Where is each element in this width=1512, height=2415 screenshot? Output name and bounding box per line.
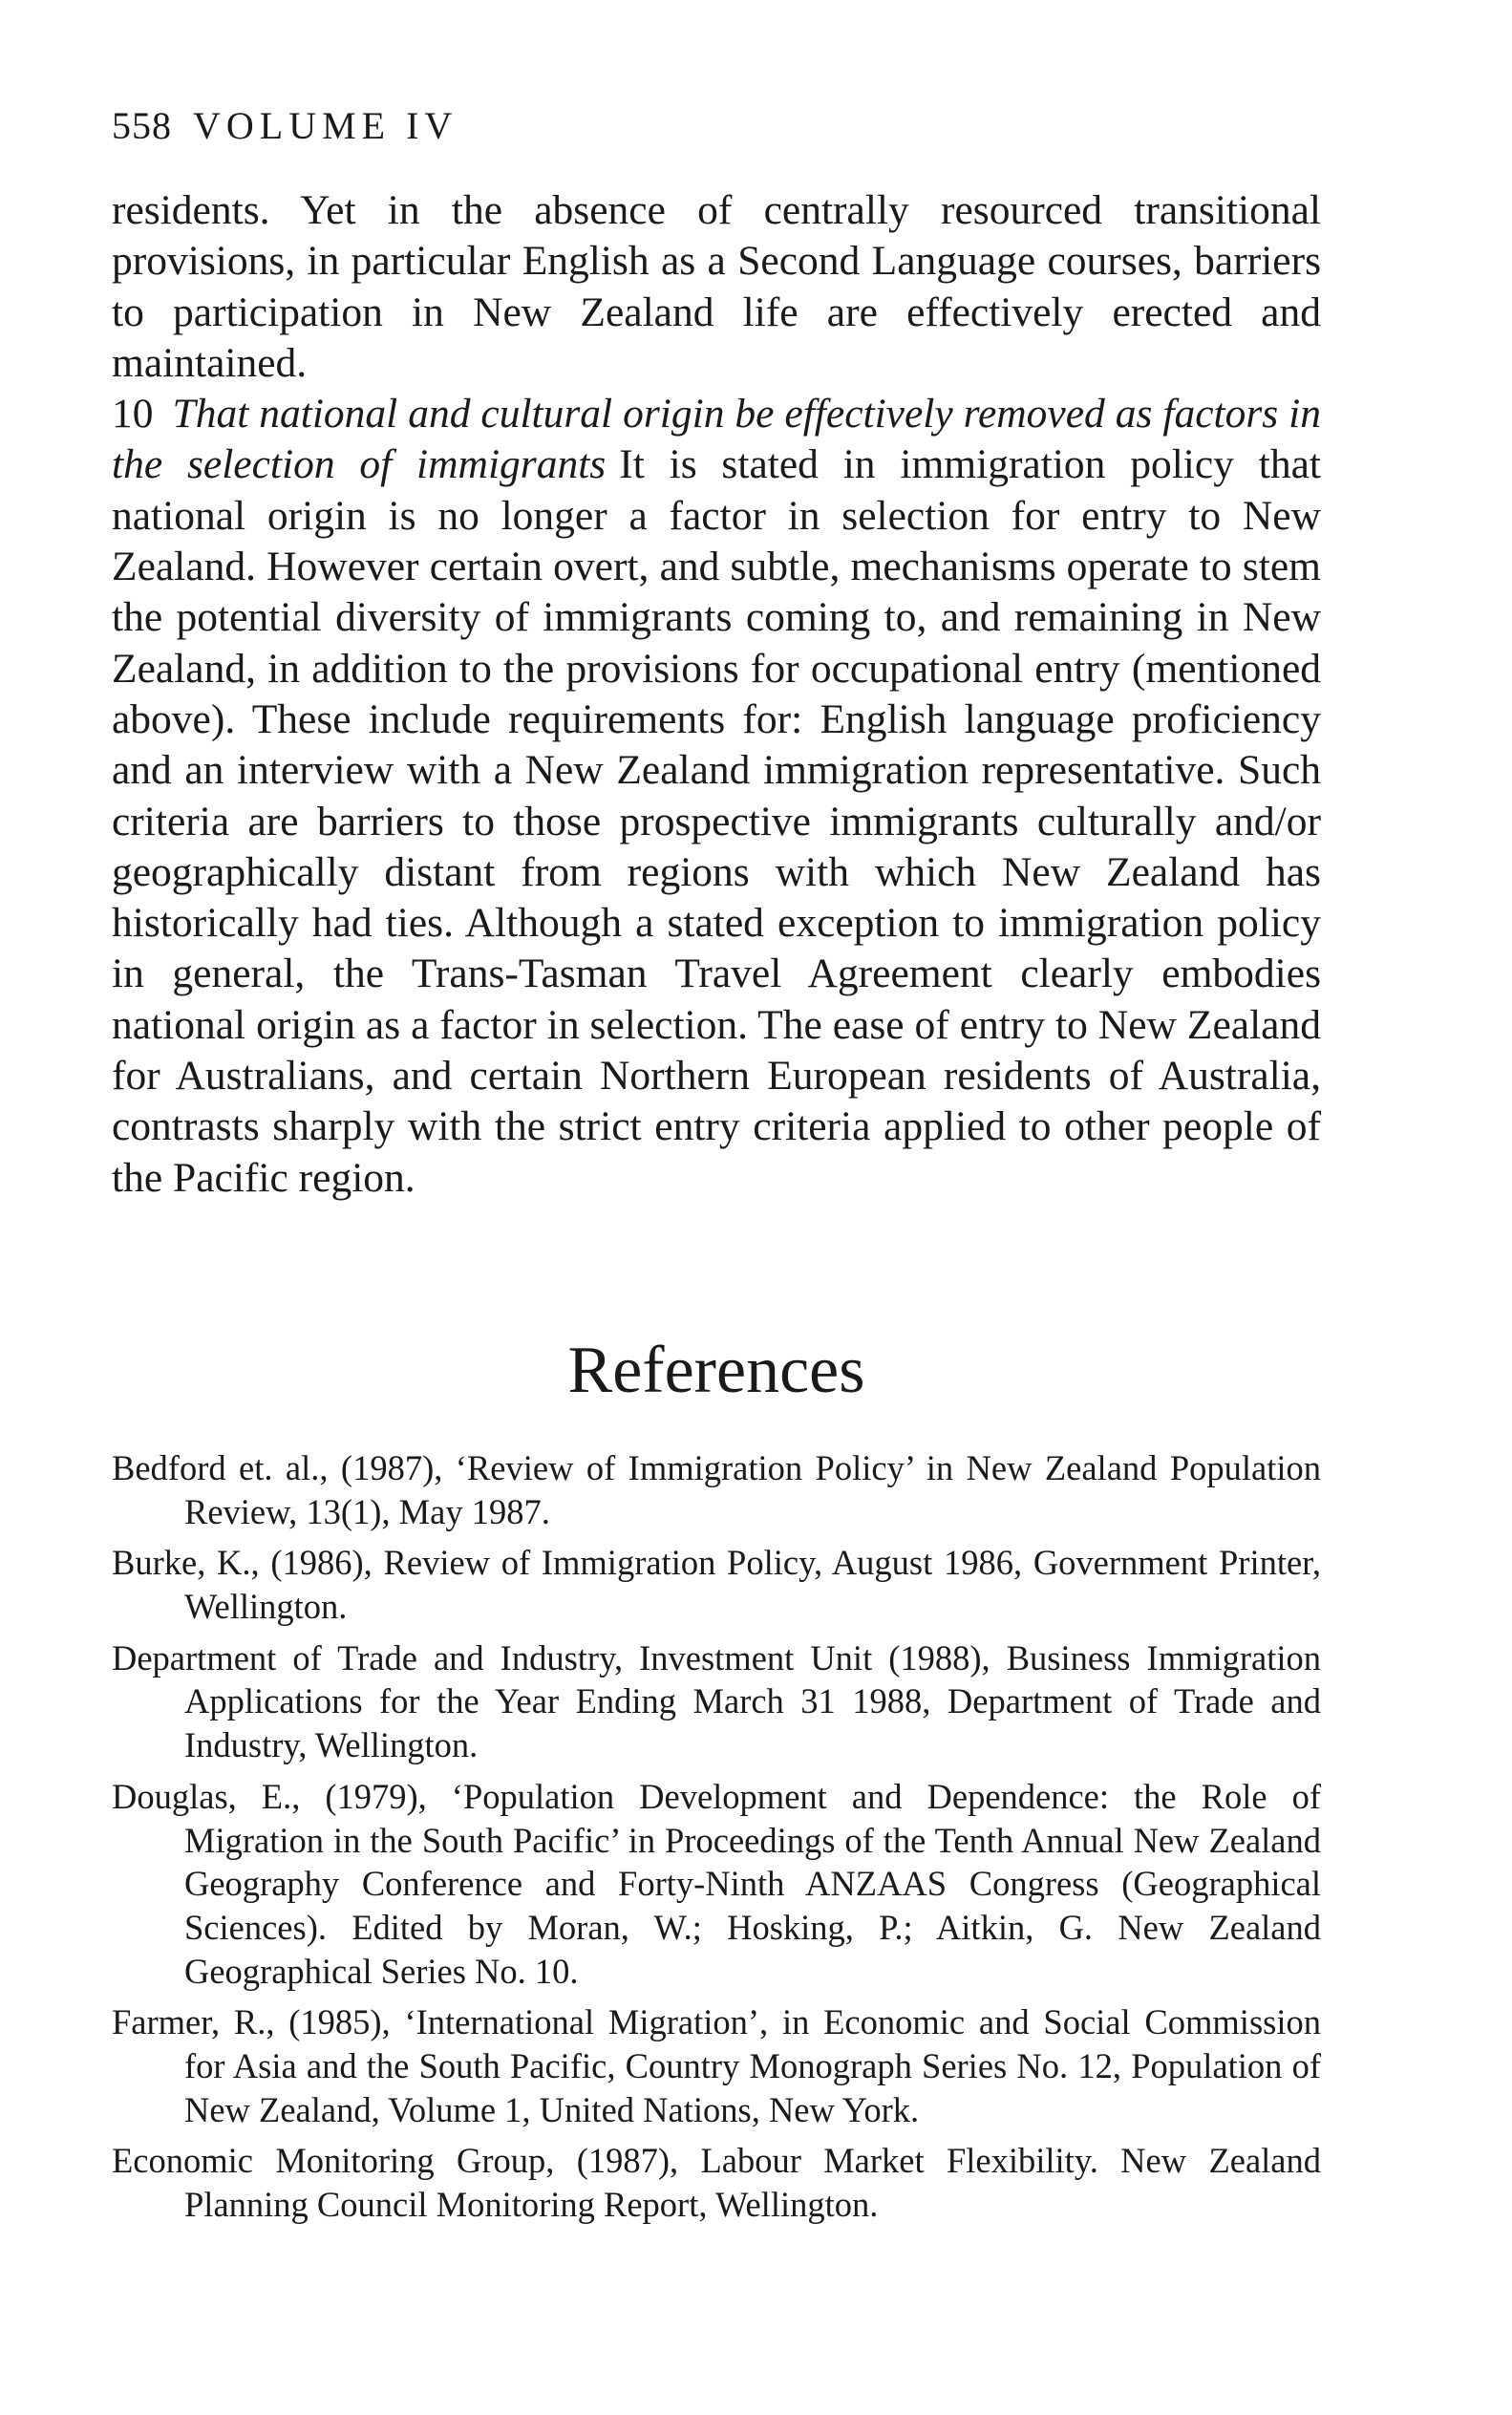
page-number: 558 (112, 104, 172, 147)
reference-item: Farmer, R., (1985), ‘International Migration’, in Economic and Social Commission for Asia and the South Pacific, Country Monograph Series No. 12, Population of New Zealand, Volume 1, United Nations, New York. (112, 2002, 1321, 2129)
item-text: It is stated in immigration policy that national origin is no longer a factor in selection for entry to New Zealand. However certain overt, and subtle, mechanisms operate to stem the potential diversity of immigrants coming to, and remaining in New Zealand, in addition to the provisions for occupational entry (mentioned above). These include requirements for: English language proficiency and an interview with a New Zealand immigration representative. Such criteria are barriers to those prospective immigrants culturally and/or geographically distant from regions with which New Zealand has historically had ties. Although a stated exception to immigration policy in general, the Trans-Tasman Travel Agreement clearly embodies national origin as a factor in selection. The ease of entry to New Zealand for Australians, and certain Northern European residents of Australia, contrasts sharply with the strict entry criteria applied to other people of the Pacific region. (112, 441, 1321, 1201)
page (112, 104, 1321, 2234)
numbered-item-10 (112, 389, 1321, 1204)
body-text (112, 185, 1321, 1204)
reference-item: Department of Trade and Industry, Investment Unit (1988), Business Immigration Applications for the Year Ending March 31 1988, Department of Trade and Industry, Wellington. (112, 1637, 1321, 1765)
item-heading: That national and cultural origin be effectively removed as factors in the selection of immigrants (112, 391, 1321, 488)
references-title: References (567, 1333, 865, 1407)
paragraph-continuation: residents. Yet in the absence of centrally resourced transitional provisions, in particular English as a Second Language courses, barriers to participation in New Zealand life are effectively erected and maintained. (112, 187, 1321, 386)
reference-item: Burke, K., (1986), Review of Immigration Policy, August 1986, Government Printer, Wellington. (112, 1543, 1321, 1627)
reference-item: Douglas, E., (1979), ‘Population Development and Dependence: the Role of Migration in the South Pacific’ in Proceedings of the Tenth Annual New Zealand Geography Conference and Forty-Ninth ANZAAS Congress (Geographical Sciences). Edited by Moran, W.; Hosking, P.; Aitkin, G. New Zealand Geographical Series No. 10. (112, 1776, 1321, 1991)
running-head (112, 104, 1321, 147)
volume-label: VOLUME IV (193, 104, 458, 147)
reference-item: Economic Monitoring Group, (1987), Labour Market Flexibility. New Zealand Planning Council Monitoring Report, Wellington. (112, 2141, 1321, 2225)
reference-list (112, 1446, 1321, 2227)
item-number: 10 (112, 391, 154, 438)
reference-item: Bedford et. al., (1987), ‘Review of Immigration Policy’ in New Zealand Population Review, 13(1), May 1987. (112, 1447, 1321, 1531)
